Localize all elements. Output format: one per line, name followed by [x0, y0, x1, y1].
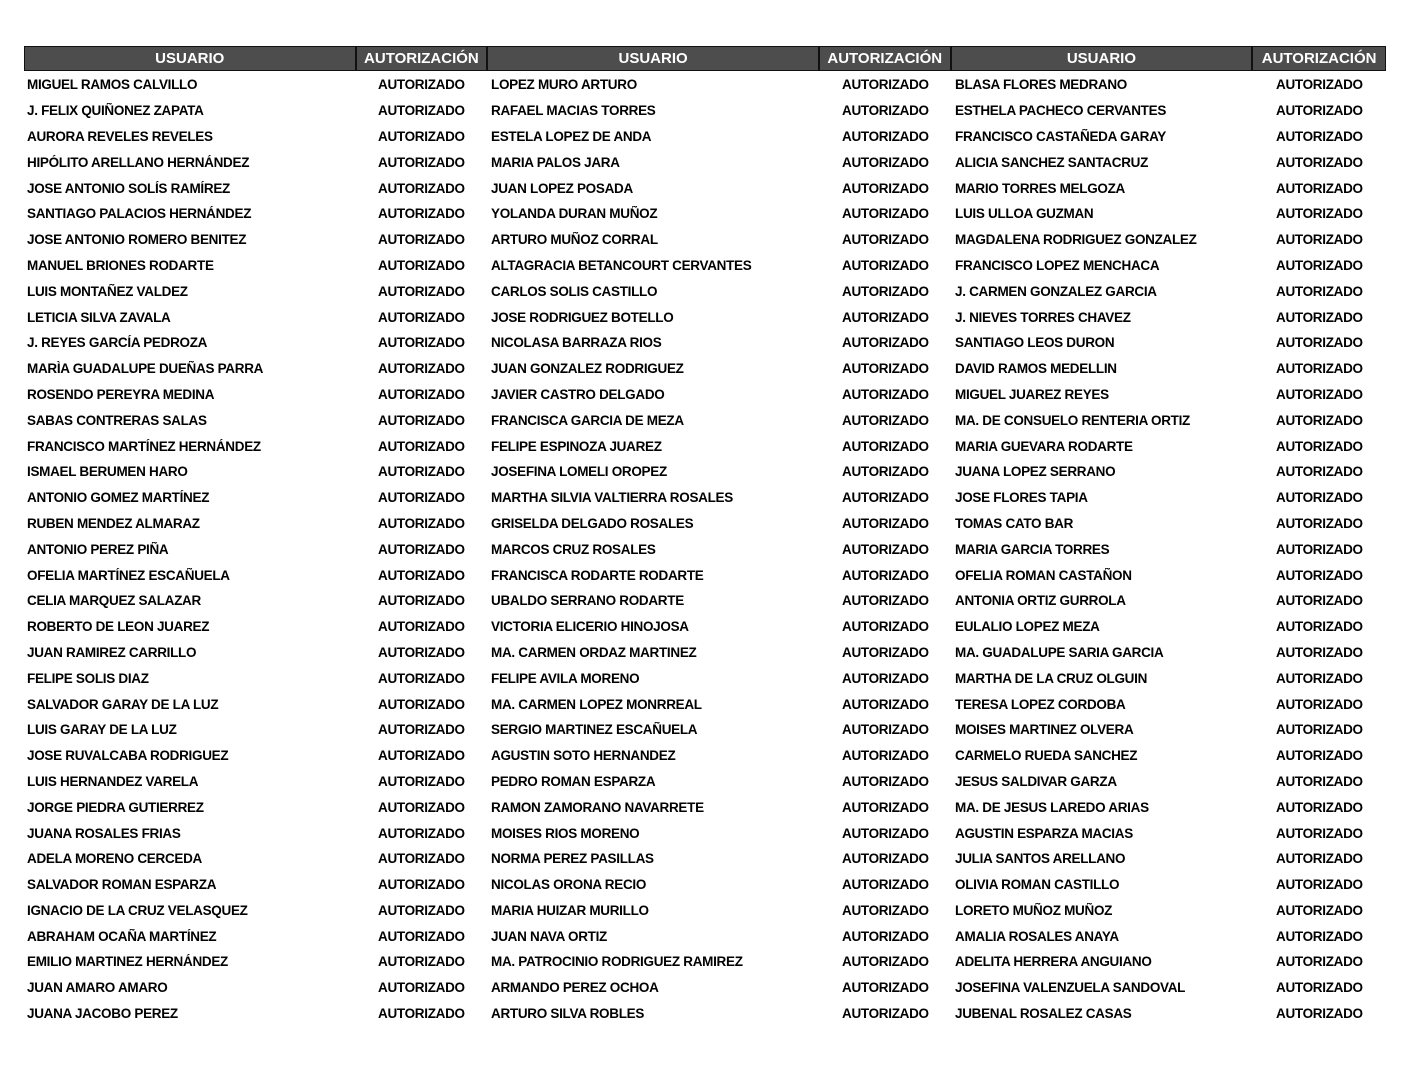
autorizacion-cell: AUTORIZADO [378, 748, 465, 764]
table-row [24, 330, 1386, 356]
usuario-cell: J. CARMEN GONZALEZ GARCIA [955, 283, 1157, 299]
autorizacion-cell: AUTORIZADO [842, 722, 929, 738]
autorizacion-cell: AUTORIZADO [842, 309, 929, 325]
header-usuario-3: USUARIO [952, 47, 1254, 70]
table-row [24, 769, 1386, 795]
autorizacion-cell: AUTORIZADO [378, 593, 465, 609]
autorizacion-cell: AUTORIZADO [378, 103, 465, 119]
usuario-cell: MARCOS CRUZ ROSALES [491, 541, 656, 557]
autorizacion-cell: AUTORIZADO [378, 283, 465, 299]
usuario-cell: CELIA MARQUEZ SALAZAR [27, 593, 201, 609]
usuario-cell: TOMAS CATO BAR [955, 515, 1074, 531]
autorizacion-cell: AUTORIZADO [842, 877, 929, 893]
table-row [24, 407, 1386, 433]
usuario-cell: JUANA JACOBO PEREZ [27, 1006, 178, 1022]
autorizacion-cell: AUTORIZADO [1276, 748, 1363, 764]
usuario-cell: ANTONIA ORTIZ GURROLA [955, 593, 1126, 609]
usuario-cell: SANTIAGO PALACIOS HERNÁNDEZ [27, 206, 252, 222]
autorizacion-cell: AUTORIZADO [378, 619, 465, 635]
usuario-cell: MARIA GARCIA TORRES [955, 541, 1110, 557]
authorization-table [24, 46, 1386, 1026]
autorizacion-cell: AUTORIZADO [1276, 361, 1363, 377]
usuario-cell: MARIA GUEVARA RODARTE [955, 438, 1133, 454]
usuario-cell: GRISELDA DELGADO ROSALES [491, 515, 694, 531]
usuario-cell: LUIS GARAY DE LA LUZ [27, 722, 177, 738]
autorizacion-cell: AUTORIZADO [1276, 128, 1363, 144]
autorizacion-cell: AUTORIZADO [1276, 902, 1363, 918]
autorizacion-cell: AUTORIZADO [1276, 412, 1363, 428]
table-row [24, 98, 1386, 124]
usuario-cell: ARMANDO PEREZ OCHOA [491, 980, 659, 996]
autorizacion-cell: AUTORIZADO [378, 954, 465, 970]
autorizacion-cell: AUTORIZADO [842, 748, 929, 764]
usuario-cell: ADELA MORENO CERCEDA [27, 851, 203, 867]
usuario-cell: JOSE ANTONIO SOLÍS RAMÍREZ [27, 180, 230, 196]
autorizacion-cell: AUTORIZADO [842, 670, 929, 686]
autorizacion-cell: AUTORIZADO [378, 232, 465, 248]
autorizacion-cell: AUTORIZADO [1276, 851, 1363, 867]
autorizacion-cell: AUTORIZADO [1276, 541, 1363, 557]
autorizacion-cell: AUTORIZADO [842, 154, 929, 170]
usuario-cell: MARTHA SILVIA VALTIERRA ROSALES [491, 490, 733, 506]
usuario-cell: JUAN GONZALEZ RODRIGUEZ [491, 361, 684, 377]
autorizacion-cell: AUTORIZADO [1276, 490, 1363, 506]
usuario-cell: MIGUEL RAMOS CALVILLO [27, 77, 198, 93]
autorizacion-cell: AUTORIZADO [1276, 464, 1363, 480]
autorizacion-cell: AUTORIZADO [378, 438, 465, 454]
table-row [24, 175, 1386, 201]
autorizacion-cell: AUTORIZADO [378, 490, 465, 506]
autorizacion-cell: AUTORIZADO [1276, 928, 1363, 944]
autorizacion-cell: AUTORIZADO [842, 825, 929, 841]
autorizacion-cell: AUTORIZADO [1276, 386, 1363, 402]
usuario-cell: FELIPE SOLIS DIAZ [27, 670, 149, 686]
usuario-cell: MIGUEL JUAREZ REYES [955, 386, 1109, 402]
usuario-cell: JOSE RODRIGUEZ BOTELLO [491, 309, 674, 325]
table-row [24, 536, 1386, 562]
usuario-cell: J. FELIX QUIÑONEZ ZAPATA [27, 103, 204, 119]
autorizacion-cell: AUTORIZADO [378, 670, 465, 686]
usuario-cell: J. NIEVES TORRES CHAVEZ [955, 309, 1131, 325]
usuario-cell: JOSE ANTONIO ROMERO BENITEZ [27, 232, 247, 248]
autorizacion-cell: AUTORIZADO [378, 464, 465, 480]
autorizacion-cell: AUTORIZADO [378, 928, 465, 944]
autorizacion-cell: AUTORIZADO [378, 722, 465, 738]
usuario-cell: SABAS CONTRERAS SALAS [27, 412, 207, 428]
usuario-cell: RUBEN MENDEZ ALMARAZ [27, 515, 200, 531]
usuario-cell: MAGDALENA RODRIGUEZ GONZALEZ [955, 232, 1197, 248]
autorizacion-cell: AUTORIZADO [378, 515, 465, 531]
usuario-cell: EULALIO LOPEZ MEZA [955, 619, 1100, 635]
autorizacion-cell: AUTORIZADO [842, 567, 929, 583]
table-row [24, 588, 1386, 614]
usuario-cell: NORMA PEREZ PASILLAS [491, 851, 654, 867]
usuario-cell: PEDRO ROMAN ESPARZA [491, 773, 656, 789]
autorizacion-cell: AUTORIZADO [1276, 515, 1363, 531]
usuario-cell: EMILIO MARTINEZ HERNÁNDEZ [27, 954, 228, 970]
usuario-cell: MA. DE CONSUELO RENTERIA ORTIZ [955, 412, 1191, 428]
usuario-cell: FELIPE ESPINOZA JUAREZ [491, 438, 662, 454]
usuario-cell: ESTHELA PACHECO CERVANTES [955, 103, 1167, 119]
usuario-cell: RAFAEL MACIAS TORRES [491, 103, 656, 119]
autorizacion-cell: AUTORIZADO [842, 928, 929, 944]
header-usuario-1: USUARIO [25, 47, 357, 70]
table-row [24, 743, 1386, 769]
usuario-cell: JOSE FLORES TAPIA [955, 490, 1088, 506]
usuario-cell: IGNACIO DE LA CRUZ VELASQUEZ [27, 902, 248, 918]
autorizacion-cell: AUTORIZADO [842, 77, 929, 93]
autorizacion-cell: AUTORIZADO [1276, 283, 1363, 299]
autorizacion-cell: AUTORIZADO [378, 1006, 465, 1022]
usuario-cell: MOISES MARTINEZ OLVERA [955, 722, 1134, 738]
table-row [24, 640, 1386, 666]
header-autorizacion-2: AUTORIZACIÓN [820, 47, 952, 70]
usuario-cell: LETICIA SILVA ZAVALA [27, 309, 171, 325]
table-body [24, 71, 1386, 1026]
usuario-cell: RAMON ZAMORANO NAVARRETE [491, 799, 704, 815]
autorizacion-cell: AUTORIZADO [842, 464, 929, 480]
usuario-cell: JUANA LOPEZ SERRANO [955, 464, 1116, 480]
usuario-cell: ROBERTO DE LEON JUAREZ [27, 619, 210, 635]
usuario-cell: MARIA HUIZAR MURILLO [491, 902, 649, 918]
autorizacion-cell: AUTORIZADO [378, 309, 465, 325]
autorizacion-cell: AUTORIZADO [378, 696, 465, 712]
autorizacion-cell: AUTORIZADO [378, 773, 465, 789]
autorizacion-cell: AUTORIZADO [378, 877, 465, 893]
autorizacion-cell: AUTORIZADO [842, 619, 929, 635]
autorizacion-cell: AUTORIZADO [378, 541, 465, 557]
header-usuario-2: USUARIO [488, 47, 820, 70]
autorizacion-cell: AUTORIZADO [842, 128, 929, 144]
autorizacion-cell: AUTORIZADO [378, 361, 465, 377]
usuario-cell: FRANCISCO LOPEZ MENCHACA [955, 257, 1160, 273]
usuario-cell: JOSEFINA VALENZUELA SANDOVAL [955, 980, 1186, 996]
table-row [24, 124, 1386, 150]
table-row [24, 149, 1386, 175]
usuario-cell: JUANA ROSALES FRIAS [27, 825, 181, 841]
usuario-cell: JUAN AMARO AMARO [27, 980, 168, 996]
usuario-cell: LOPEZ MURO ARTURO [491, 77, 637, 93]
autorizacion-cell: AUTORIZADO [378, 902, 465, 918]
autorizacion-cell: AUTORIZADO [378, 386, 465, 402]
table-row [24, 846, 1386, 872]
usuario-cell: MARIA PALOS JARA [491, 154, 620, 170]
autorizacion-cell: AUTORIZADO [842, 386, 929, 402]
usuario-cell: LUIS HERNANDEZ VARELA [27, 773, 199, 789]
autorizacion-cell: AUTORIZADO [378, 257, 465, 273]
usuario-cell: ARTURO MUÑOZ CORRAL [491, 232, 658, 248]
usuario-cell: JUAN NAVA ORTIZ [491, 928, 607, 944]
usuario-cell: DAVID RAMOS MEDELLIN [955, 361, 1117, 377]
usuario-cell: NICOLAS ORONA RECIO [491, 877, 647, 893]
usuario-cell: ESTELA LOPEZ DE ANDA [491, 128, 652, 144]
table-row [24, 717, 1386, 743]
autorizacion-cell: AUTORIZADO [842, 851, 929, 867]
table-row [24, 872, 1386, 898]
autorizacion-cell: AUTORIZADO [842, 283, 929, 299]
usuario-cell: MANUEL BRIONES RODARTE [27, 257, 214, 273]
autorizacion-cell: AUTORIZADO [378, 335, 465, 351]
usuario-cell: MOISES RIOS MORENO [491, 825, 640, 841]
autorizacion-cell: AUTORIZADO [842, 644, 929, 660]
autorizacion-cell: AUTORIZADO [842, 593, 929, 609]
autorizacion-cell: AUTORIZADO [378, 180, 465, 196]
autorizacion-cell: AUTORIZADO [842, 515, 929, 531]
table-row [24, 949, 1386, 975]
usuario-cell: BLASA FLORES MEDRANO [955, 77, 1127, 93]
usuario-cell: AGUSTIN ESPARZA MACIAS [955, 825, 1133, 841]
autorizacion-cell: AUTORIZADO [1276, 103, 1363, 119]
usuario-cell: AGUSTIN SOTO HERNANDEZ [491, 748, 676, 764]
usuario-cell: MA. PATROCINIO RODRIGUEZ RAMIREZ [491, 954, 743, 970]
usuario-cell: VICTORIA ELICERIO HINOJOSA [491, 619, 689, 635]
autorizacion-cell: AUTORIZADO [1276, 593, 1363, 609]
table-header [24, 46, 1386, 71]
autorizacion-cell: AUTORIZADO [1276, 257, 1363, 273]
usuario-cell: CARLOS SOLIS CASTILLO [491, 283, 658, 299]
table-row [24, 923, 1386, 949]
usuario-cell: ANTONIO PEREZ PIÑA [27, 541, 169, 557]
usuario-cell: JESUS SALDIVAR GARZA [955, 773, 1117, 789]
usuario-cell: J. REYES GARCÍA PEDROZA [27, 335, 208, 351]
usuario-cell: FRANCISCO MARTÍNEZ HERNÁNDEZ [27, 438, 261, 454]
autorizacion-cell: AUTORIZADO [842, 180, 929, 196]
usuario-cell: NICOLASA BARRAZA RIOS [491, 335, 662, 351]
autorizacion-cell: AUTORIZADO [842, 361, 929, 377]
table-row [24, 253, 1386, 279]
autorizacion-cell: AUTORIZADO [842, 696, 929, 712]
autorizacion-cell: AUTORIZADO [1276, 206, 1363, 222]
usuario-cell: ARTURO SILVA ROBLES [491, 1006, 645, 1022]
header-autorizacion-3: AUTORIZACIÓN [1261, 50, 1377, 67]
autorizacion-cell: AUTORIZADO [842, 257, 929, 273]
table-row [24, 614, 1386, 640]
table-row [24, 665, 1386, 691]
usuario-cell: TERESA LOPEZ CORDOBA [955, 696, 1126, 712]
autorizacion-cell: AUTORIZADO [1276, 670, 1363, 686]
autorizacion-cell: AUTORIZADO [1276, 1006, 1363, 1022]
usuario-cell: JUAN LOPEZ POSADA [491, 180, 633, 196]
header-autorizacion-1: AUTORIZACIÓN [357, 47, 489, 70]
table-row [24, 511, 1386, 537]
usuario-cell: ANTONIO GOMEZ MARTÍNEZ [27, 490, 210, 506]
usuario-cell: LORETO MUÑOZ MUÑOZ [955, 902, 1113, 918]
usuario-cell: LUIS ULLOA GUZMAN [955, 206, 1094, 222]
table-row [24, 201, 1386, 227]
autorizacion-cell: AUTORIZADO [1276, 799, 1363, 815]
autorizacion-cell: AUTORIZADO [842, 773, 929, 789]
autorizacion-cell: AUTORIZADO [378, 980, 465, 996]
autorizacion-cell: AUTORIZADO [378, 412, 465, 428]
table-row [24, 304, 1386, 330]
usuario-cell: OFELIA MARTÍNEZ ESCAÑUELA [27, 567, 230, 583]
usuario-cell: JUAN RAMIREZ CARRILLO [27, 644, 197, 660]
table-row [24, 433, 1386, 459]
usuario-cell: MARÌA GUADALUPE DUEÑAS PARRA [27, 361, 264, 377]
autorizacion-cell: AUTORIZADO [1276, 773, 1363, 789]
usuario-cell: HIPÓLITO ARELLANO HERNÁNDEZ [27, 154, 250, 170]
autorizacion-cell: AUTORIZADO [1276, 722, 1363, 738]
usuario-cell: ABRAHAM OCAÑA MARTÍNEZ [27, 928, 217, 944]
usuario-cell: SALVADOR ROMAN ESPARZA [27, 877, 217, 893]
autorizacion-cell: AUTORIZADO [378, 799, 465, 815]
autorizacion-cell: AUTORIZADO [842, 902, 929, 918]
usuario-cell: FRANCISCA RODARTE RODARTE [491, 567, 704, 583]
autorizacion-cell: AUTORIZADO [1276, 825, 1363, 841]
autorizacion-cell: AUTORIZADO [1276, 980, 1363, 996]
usuario-cell: CARMELO RUEDA SANCHEZ [955, 748, 1138, 764]
usuario-cell: ISMAEL BERUMEN HARO [27, 464, 188, 480]
usuario-cell: AMALIA ROSALES ANAYA [955, 928, 1119, 944]
usuario-cell: ALICIA SANCHEZ SANTACRUZ [955, 154, 1149, 170]
autorizacion-cell: AUTORIZADO [1276, 644, 1363, 660]
usuario-cell: LUIS MONTAÑEZ VALDEZ [27, 283, 188, 299]
autorizacion-cell: AUTORIZADO [842, 103, 929, 119]
autorizacion-cell: AUTORIZADO [842, 412, 929, 428]
autorizacion-cell: AUTORIZADO [1276, 77, 1363, 93]
usuario-cell: OFELIA ROMAN CASTAÑON [955, 567, 1132, 583]
table-row [24, 975, 1386, 1001]
usuario-cell: MARIO TORRES MELGOZA [955, 180, 1126, 196]
usuario-cell: MA. CARMEN LOPEZ MONRREAL [491, 696, 702, 712]
usuario-cell: JUBENAL ROSALEZ CASAS [955, 1006, 1132, 1022]
autorizacion-cell: AUTORIZADO [1276, 335, 1363, 351]
table-row [24, 1001, 1386, 1027]
autorizacion-cell: AUTORIZADO [842, 1006, 929, 1022]
autorizacion-cell: AUTORIZADO [842, 490, 929, 506]
usuario-cell: FELIPE AVILA MORENO [491, 670, 640, 686]
autorizacion-cell: AUTORIZADO [1276, 180, 1363, 196]
usuario-cell: JOSE RUVALCABA RODRIGUEZ [27, 748, 229, 764]
table-row [24, 898, 1386, 924]
autorizacion-cell: AUTORIZADO [842, 335, 929, 351]
autorizacion-cell: AUTORIZADO [378, 128, 465, 144]
table-row [24, 356, 1386, 382]
autorizacion-cell: AUTORIZADO [842, 232, 929, 248]
usuario-cell: JAVIER CASTRO DELGADO [491, 386, 665, 402]
usuario-cell: MA. CARMEN ORDAZ MARTINEZ [491, 644, 697, 660]
usuario-cell: ADELITA HERRERA ANGUIANO [955, 954, 1152, 970]
autorizacion-cell: AUTORIZADO [842, 438, 929, 454]
usuario-cell: SERGIO MARTINEZ ESCAÑUELA [491, 722, 698, 738]
usuario-cell: OLIVIA ROMAN CASTILLO [955, 877, 1120, 893]
autorizacion-cell: AUTORIZADO [1276, 438, 1363, 454]
usuario-cell: FRANCISCO CASTAÑEDA GARAY [955, 128, 1167, 144]
autorizacion-cell: AUTORIZADO [842, 206, 929, 222]
table-row [24, 820, 1386, 846]
usuario-cell: MA. GUADALUPE SARIA GARCIA [955, 644, 1164, 660]
usuario-cell: JULIA SANTOS ARELLANO [955, 851, 1126, 867]
autorizacion-cell: AUTORIZADO [378, 567, 465, 583]
autorizacion-cell: AUTORIZADO [842, 954, 929, 970]
autorizacion-cell: AUTORIZADO [1276, 877, 1363, 893]
autorizacion-cell: AUTORIZADO [378, 154, 465, 170]
autorizacion-cell: AUTORIZADO [1276, 696, 1363, 712]
autorizacion-cell: AUTORIZADO [842, 799, 929, 815]
table-row [24, 794, 1386, 820]
autorizacion-cell: AUTORIZADO [1276, 619, 1363, 635]
usuario-cell: AURORA REVELES REVELES [27, 128, 213, 144]
usuario-cell: SANTIAGO LEOS DURON [955, 335, 1115, 351]
usuario-cell: MA. DE JESUS LAREDO ARIAS [955, 799, 1149, 815]
autorizacion-cell: AUTORIZADO [1276, 232, 1363, 248]
table-row [24, 485, 1386, 511]
autorizacion-cell: AUTORIZADO [842, 980, 929, 996]
table-row [24, 691, 1386, 717]
autorizacion-cell: AUTORIZADO [378, 644, 465, 660]
table-row [24, 72, 1386, 98]
table-row [24, 459, 1386, 485]
usuario-cell: FRANCISCA GARCIA DE MEZA [491, 412, 684, 428]
autorizacion-cell: AUTORIZADO [378, 825, 465, 841]
autorizacion-cell: AUTORIZADO [378, 206, 465, 222]
usuario-cell: ROSENDO PEREYRA MEDINA [27, 386, 215, 402]
autorizacion-cell: AUTORIZADO [842, 541, 929, 557]
autorizacion-cell: AUTORIZADO [1276, 309, 1363, 325]
usuario-cell: SALVADOR GARAY DE LA LUZ [27, 696, 219, 712]
table-row [24, 382, 1386, 408]
usuario-cell: MARTHA DE LA CRUZ OLGUIN [955, 670, 1148, 686]
table-row [24, 278, 1386, 304]
usuario-cell: JOSEFINA LOMELI OROPEZ [491, 464, 667, 480]
usuario-cell: UBALDO SERRANO RODARTE [491, 593, 684, 609]
autorizacion-cell: AUTORIZADO [1276, 954, 1363, 970]
usuario-cell: JORGE PIEDRA GUTIERREZ [27, 799, 204, 815]
autorizacion-cell: AUTORIZADO [1276, 567, 1363, 583]
table-row [24, 562, 1386, 588]
autorizacion-cell: AUTORIZADO [1276, 154, 1363, 170]
autorizacion-cell: AUTORIZADO [378, 77, 465, 93]
usuario-cell: ALTAGRACIA BETANCOURT CERVANTES [491, 257, 752, 273]
usuario-cell: YOLANDA DURAN MUÑOZ [491, 206, 658, 222]
table-row [24, 227, 1386, 253]
autorizacion-cell: AUTORIZADO [378, 851, 465, 867]
